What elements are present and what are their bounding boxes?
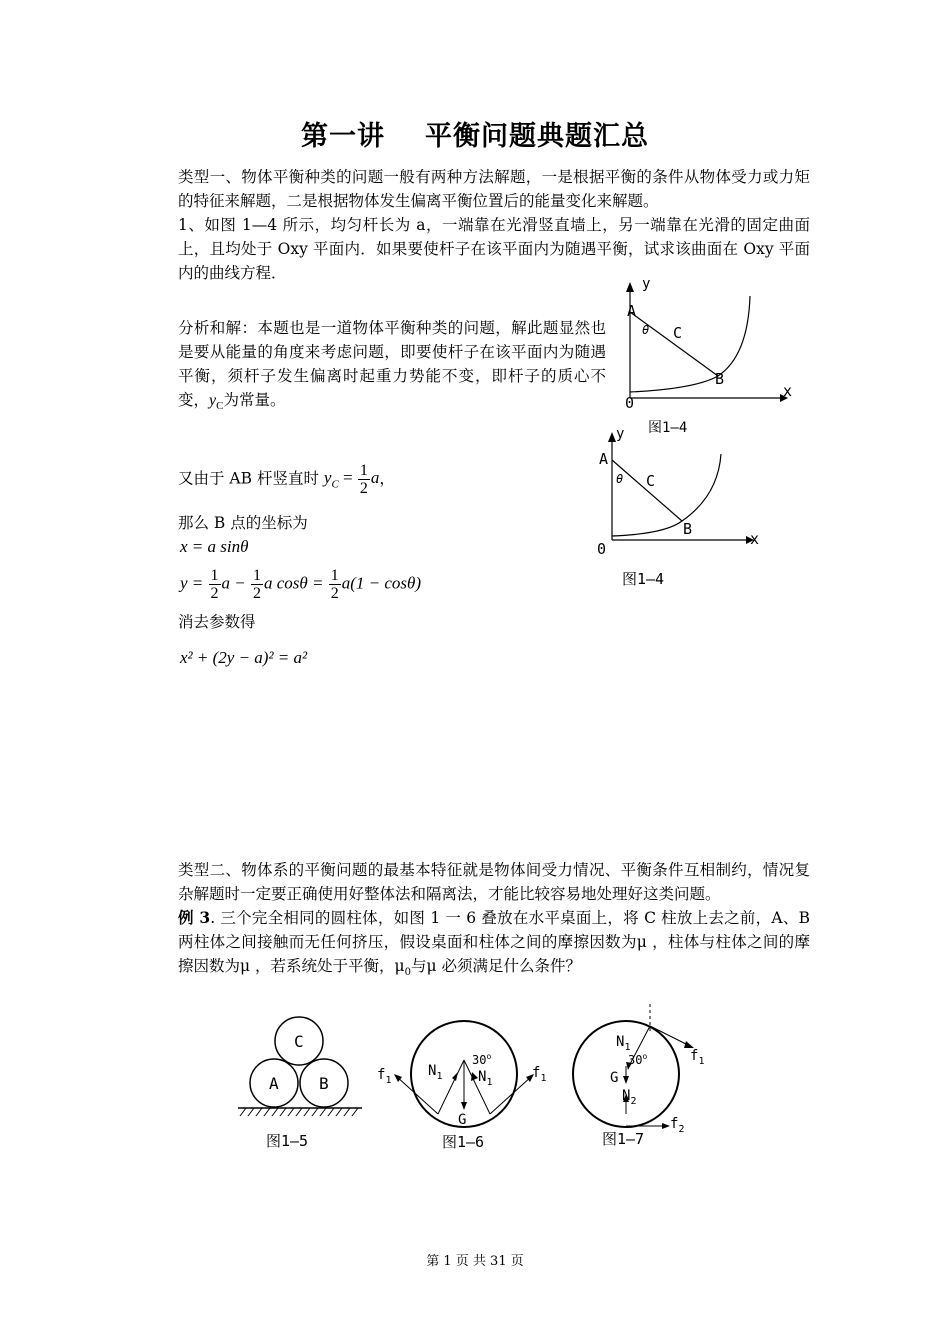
label-y: y <box>616 426 625 442</box>
vertical-statement <box>178 462 395 497</box>
eq-y-f3-den: 2 <box>330 585 339 602</box>
analysis-paragraph <box>178 316 606 418</box>
curve <box>630 296 750 392</box>
label-origin: 0 <box>625 394 635 412</box>
yc-symbol: y <box>209 392 217 409</box>
rod-ab <box>630 312 718 376</box>
label-origin: 0 <box>597 540 607 558</box>
equation-y <box>180 567 421 602</box>
f1-arrow <box>684 1041 694 1048</box>
page-title <box>0 114 950 153</box>
y-axis-arrow <box>626 282 634 292</box>
label-a: A <box>599 450 609 468</box>
f1-right-line <box>490 1076 532 1114</box>
y-axis-arrow <box>608 432 616 442</box>
mu0-sub: 0 <box>404 967 411 979</box>
label-theta: θ <box>642 323 650 337</box>
page-footer: 第 1 页 共 31 页 <box>426 1254 524 1269</box>
rod-ab <box>612 460 682 521</box>
label-g: G <box>458 1112 467 1128</box>
label-n1-right: $N_1$ <box>478 1069 493 1088</box>
yc-sub: C <box>216 400 224 413</box>
label-b: B <box>715 370 725 388</box>
caption-1-7: 图1—7 <box>602 1130 645 1148</box>
label-n1: $N_1$ <box>616 1034 631 1053</box>
label-f1-right: $f_1$ <box>532 1065 547 1084</box>
analysis-text: 分析和解：本题也是一道物体平衡种类的问题，解此题显然也是要从能量的角度来考虑问题，即要使杆子在该平面内为随遇平衡，须杆子发生偏离时起重力势能不变，即杆子的质心不变， <box>178 319 606 409</box>
eq-y-lhs: y = <box>180 573 208 593</box>
table-hatching <box>240 1108 358 1116</box>
figure-top-curve <box>600 276 810 436</box>
label-a: A <box>627 302 637 320</box>
example-3 <box>178 906 810 985</box>
eq-y-f2-den: 2 <box>253 585 262 602</box>
label-angle: 30$^o$ <box>472 1052 492 1067</box>
equation-x: x = a sinθ <box>180 537 249 556</box>
eq-y-f1-num: 1 <box>210 567 219 584</box>
label-f1: $f_1$ <box>690 1048 705 1067</box>
label-c: C <box>294 1032 304 1051</box>
caption-1-4: 图1—4 <box>622 570 665 588</box>
label-n2: $N_2$ <box>622 1088 637 1107</box>
eq-y-f2-num: 1 <box>253 567 262 584</box>
example-text: . 三个完全相同的圆柱体，如图 1 一 6 叠放在水平桌面上，将 C 柱放上去之前，A、B 两柱体之间接触而无任何挤压，假设桌面和柱体之间的摩擦因数为μ ，柱体与柱体之间的摩擦因数为μ ，若系统处于平衡，μ <box>178 909 810 975</box>
label-f1-left: $f_1$ <box>377 1067 392 1086</box>
label-x: x <box>750 530 760 548</box>
f2-arrow <box>662 1123 670 1129</box>
label-x: x <box>783 382 793 400</box>
n1-left-line <box>438 1060 464 1114</box>
label-f2: $f_2$ <box>670 1116 685 1135</box>
yc-lhs: y <box>323 468 332 488</box>
f1-left-line <box>396 1076 438 1114</box>
eq-y-end: a(1 − cosθ) <box>341 573 422 593</box>
figure-1-5 <box>232 1012 372 1152</box>
section2-intro: 类型二、物体系的平衡问题的最基本特征就是物体间受力情况、平衡条件互相制约，情况复杂解题时一定要正确使用好整体法和隔离法，才能比较容易地处理好这类问题。 <box>178 861 810 903</box>
label-g: G <box>610 1070 619 1086</box>
label-c: C <box>673 324 683 342</box>
n1-right-arrow <box>471 1072 478 1081</box>
final-equation: x² + (2y − a)² = a² <box>180 648 308 667</box>
label-a: A <box>269 1074 279 1093</box>
frac-den: 2 <box>359 480 368 497</box>
label-b: B <box>319 1074 329 1093</box>
label-angle: 30$^o$ <box>628 1052 648 1067</box>
example-label: 例 3 <box>178 908 211 927</box>
label-b: B <box>683 520 693 538</box>
g-arrow <box>623 1076 629 1084</box>
caption-cut: 图1—4 <box>648 420 688 436</box>
n1-left-arrow <box>452 1072 458 1081</box>
coord-text: 那么 B 点的坐标为 <box>178 514 308 532</box>
var-a: a <box>370 468 380 488</box>
problem-1: 1、如图 1—4 所示，均匀杆长为 a，一端靠在光滑竖直墙上，另一端靠在光滑的固定曲面上，且均处于 Oxy 平面内．如果要使杆子在该平面内为随遇平衡，试求该曲面在 Oxy 平面内的曲线方程． <box>178 216 810 282</box>
eq-y-f1-den: 2 <box>210 585 219 602</box>
eq-y-mid1: a − <box>221 573 251 593</box>
caption-1-5: 图1—5 <box>266 1132 309 1150</box>
label-c: C <box>646 472 656 490</box>
caption-1-6: 图1—6 <box>442 1133 485 1151</box>
equals-sign: = <box>338 468 357 488</box>
label-y: y <box>642 276 651 292</box>
section1-intro: 类型一、物体平衡种类的问题一般有两种方法解题，一是根据平衡的条件从物体受力或力矩的特征来解题，二是根据物体发生偏离平衡位置后的能量变化来解题。 <box>178 168 810 210</box>
title-part1: 第一讲 <box>301 121 385 152</box>
vertical-text: 又由于 AB 杆竖直时 <box>178 469 319 488</box>
analysis-end: 为常量。 <box>223 391 286 409</box>
vertical-end: ， <box>379 469 395 488</box>
eliminate-text: 消去参数得 <box>178 613 256 631</box>
figure-1-4 <box>590 426 770 596</box>
label-n1-left: $N_1$ <box>428 1063 443 1082</box>
curve <box>612 454 721 536</box>
eq-y-mid2: a cosθ = <box>264 573 328 593</box>
figure-1-6 <box>372 1010 562 1155</box>
frac-num: 1 <box>359 462 368 479</box>
gravity-arrow <box>461 1102 467 1110</box>
example-end: 与μ 必须满足什么条件？ <box>410 957 581 975</box>
label-theta: θ <box>616 472 624 486</box>
yc-lhs-sub: C <box>331 478 339 491</box>
figure-1-7 <box>566 1000 716 1150</box>
eq-y-f3-num: 1 <box>330 567 339 584</box>
title-part2: 平衡问题典题汇总 <box>425 121 649 152</box>
